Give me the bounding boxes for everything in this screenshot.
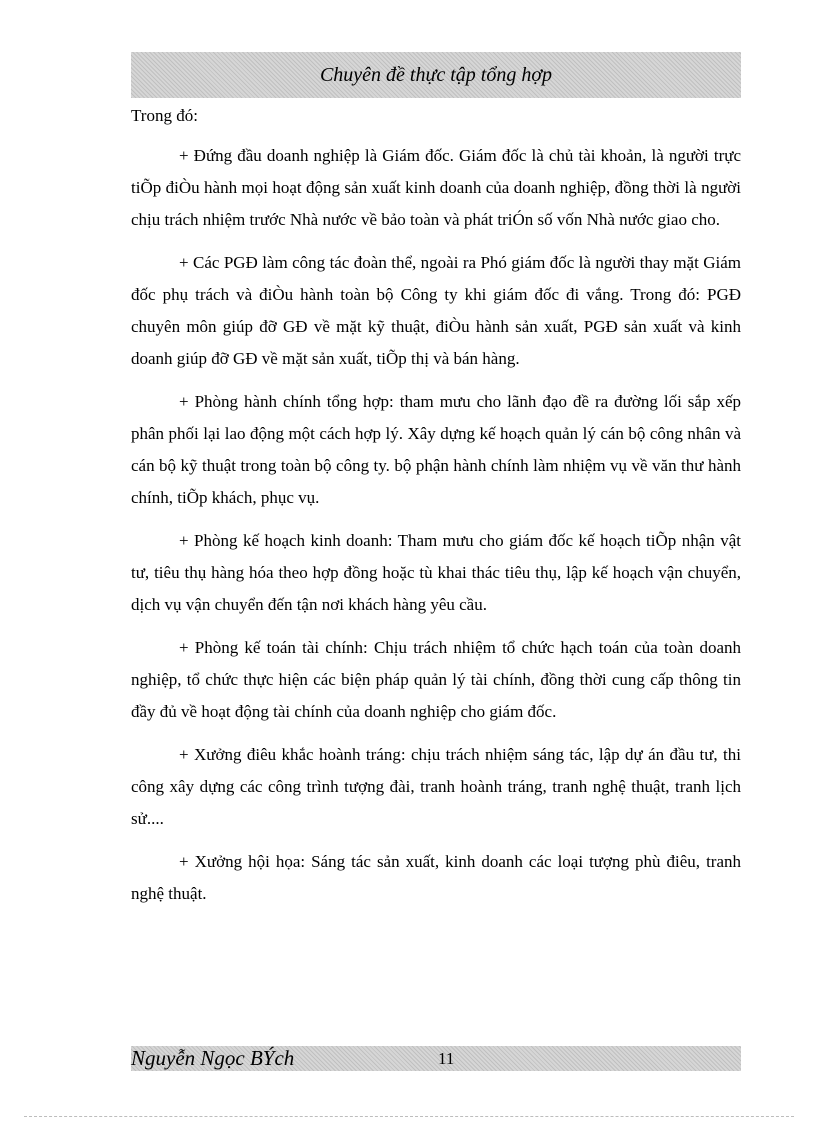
- paragraph-admin-office: + Phòng hành chính tổng hợp: tham mưu cho lãnh đạo đề ra đường lối sắp xếp phân phối lại lao động một cách hợp lý. Xây dựng kế hoạch quản lý cán bộ công nhân và cán bộ kỹ thuật trong toàn bộ công ty. bộ phận hành chính làm nhiệm vụ về văn thư hành chính, tiÕp khách, phục vụ.: [131, 392, 741, 507]
- paragraph-painting-workshop: + Xưởng hội họa: Sáng tác sản xuất, kinh doanh các loại tượng phù điêu, tranh nghệ thuật.: [131, 852, 741, 903]
- paragraph-director: + Đứng đầu doanh nghiệp là Giám đốc. Giám đốc là chủ tài khoản, là người trực tiÕp điÒu hành mọi hoạt động sản xuất kinh doanh của doanh nghiệp, đồng thời là người chịu trách nhiệm trước Nhà nước về bảo toàn và phát triÓn số vốn Nhà nước giao cho.: [131, 146, 741, 229]
- page-header: [131, 52, 741, 98]
- document-body: [131, 100, 741, 921]
- page-footer: [131, 1046, 741, 1071]
- page-bottom-divider: [24, 1116, 794, 1117]
- lead-text: Trong đó:: [131, 106, 198, 125]
- paragraph-deputy-directors: + Các PGĐ làm công tác đoàn thể, ngoài ra Phó giám đốc là người thay mặt Giám đốc phụ trách và điÒu hành toàn bộ Công ty khi giám đốc đi vắng. Trong đó: PGĐ chuyên môn giúp đỡ GĐ về mặt kỹ thuật, điÒu hành sản xuất, PGĐ sản xuất và kinh doanh giúp đỡ GĐ về mặt sản xuất, tiÕp thị và bán hàng.: [131, 253, 741, 368]
- footer-author: Nguyễn Ngọc BÝch: [131, 1046, 295, 1070]
- paragraph-business-planning: + Phòng kế hoạch kinh doanh: Tham mưu cho giám đốc kế hoạch tiÕp nhận vật tư, tiêu thụ hàng hóa theo hợp đồng hoặc tù khai thác tiêu thụ, lập kế hoạch vận chuyển, dịch vụ vận chuyển đến tận nơi khách hàng yêu cầu.: [131, 531, 741, 614]
- header-title: Chuyên đề thực tập tổng hợp: [319, 63, 553, 86]
- page-number: 11: [438, 1049, 455, 1068]
- paragraph-finance-accounting: + Phòng kế toán tài chính: Chịu trách nhiệm tổ chức hạch toán của toàn doanh nghiệp, tổ chức thực hiện các biện pháp quản lý tài chính, đồng thời cung cấp thông tin đầy đủ về hoạt động tài chính của doanh nghiệp cho giám đốc.: [131, 638, 741, 721]
- paragraph-sculpture-workshop: + Xưởng điêu khắc hoành tráng: chịu trách nhiệm sáng tác, lập dự án đầu tư, thi công xây dựng các công trình tượng đài, tranh hoành tráng, tranh nghệ thuật, tranh lịch sử....: [131, 745, 741, 828]
